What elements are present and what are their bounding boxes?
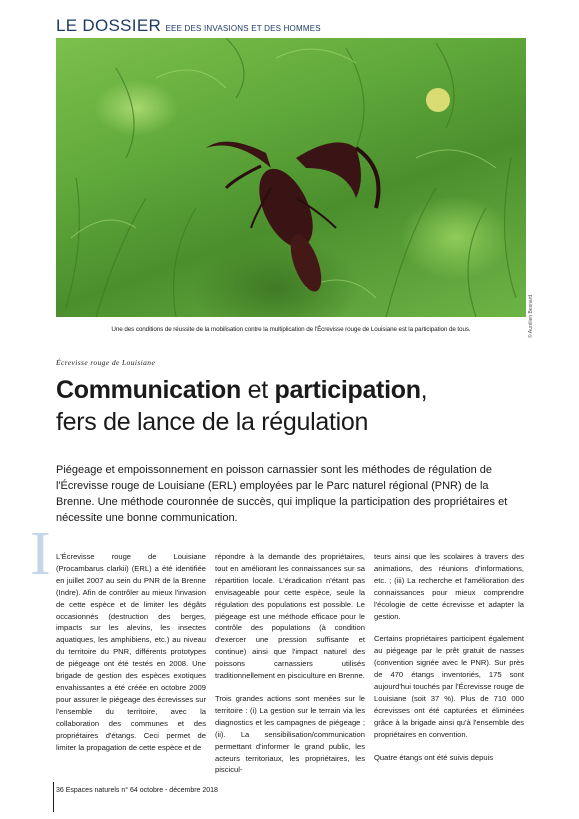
text-column-1	[56, 551, 206, 764]
article-title	[56, 374, 526, 438]
text-column-2	[215, 551, 365, 787]
title-word-communication: Communication	[56, 376, 241, 404]
photo-illustration	[56, 38, 526, 317]
article-lede: Piégeage et empoissonnement en poisson carnassier sont les méthodes de régulation de l'Écrevisse rouge de Louisiane (ERL) employées par le Parc naturel régional (PNR) de la Brenne. Une méthode couronnée de succès, qui implique la participation des propriétaires et nécessite une bonne communication.	[56, 464, 508, 524]
section-header	[56, 16, 526, 39]
photo-credit: © Aurélien Besnard	[528, 294, 534, 338]
article-rubric: Écrevisse rouge de Louisiane	[56, 358, 156, 367]
paragraph: répondre à la demande des propriétaires, tout en améliorant les connaissances sur sa répartition locale. L'éradication n'étant pas envisageable pour cette espèce, seule la régulation des populations est possible. Le piégeage est une méthode efficace pour le contrôle des populations (à condition d'exercer une pression suffisante et continue) ainsi que l'impact naturel des poissons carnassiers utilisés traditionnellement en pisciculture en Brenne.	[215, 552, 365, 681]
section-kicker: LE DOSSIER	[56, 16, 162, 35]
drop-cap: I	[30, 520, 51, 588]
paragraph: Quatre étangs ont été suivis depuis	[374, 752, 494, 762]
paragraph: teurs ainsi que les scolaires à travers des animations, des réunions d'informations, etc. ; (iii) La recherche et l'amélioration des connaissances pour mieux comprendre l'écologie de cette écrevisse et adapter la gestion.	[374, 552, 524, 621]
title-line-2: fers de lance de la régulation	[56, 408, 369, 436]
text-column-3	[374, 551, 524, 775]
page-folio: 36 Espaces naturels n° 64 octobre - décembre 2018	[56, 787, 218, 794]
paragraph: L'Écrevisse rouge de Louisiane (Procambarus clarkii) (ERL) a été identifiée en juillet 2007 au sein du PNR de la Brenne (Indre). Afin de contrôler au mieux l'invasion de cette espèce et de limiter les dégâts occasionnés (destruction des berges, impacts sur les alevins, les insectes aquatiques, les amphibiens, etc.) au niveau du territoire du PNR, différents prototypes de piégeage ont été testés en 2008. Une brigade de gestion des espèces exotiques envahissantes a été créée en octobre 2009 pour assurer le piégeage des écrevisses sur l'ensemble du territoire, avec la collaboration des communes et des propriétaires d'étangs. Ceci permet de limiter la propagation de cette espèce et de	[56, 552, 206, 752]
title-word-participation: participation	[274, 376, 421, 404]
crayfish-photo	[56, 38, 526, 317]
photo-caption: Une des conditions de réussite de la mobilisation contre la multiplication de l'Écrevisse rouge de Louisiane est la participation de tous.	[111, 326, 471, 333]
section-subtitle: EEE DES INVASIONS ET DES HOMMES	[165, 24, 321, 33]
crayfish-shape	[206, 142, 379, 296]
title-connector: et	[241, 376, 275, 404]
folio-rule	[53, 782, 54, 812]
paragraph: Trois grandes actions sont menées sur le territoire : (i) La gestion sur le terrain via les diagnostics et les campagnes de piégeage ; (ii). La sensibilisation/communication permettant d'informer le grand public, les acteurs territoriaux, les propriétaires, les piscicul-	[215, 693, 365, 775]
paragraph: Certains propriétaires participent également au piégeage par le prêt gratuit de nasses (convention signée avec le PNR). Sur près de 470 étangs inventoriés, 175 sont aujourd'hui touchés par l'Écrevisse rouge de Louisiane (soit 37 %). Plus de 710 000 écrevisses ont été capturées et éliminées grâce à la brigade ainsi qu'à l'ensemble des propriétaires en convention.	[374, 634, 524, 739]
title-comma: ,	[420, 376, 428, 404]
